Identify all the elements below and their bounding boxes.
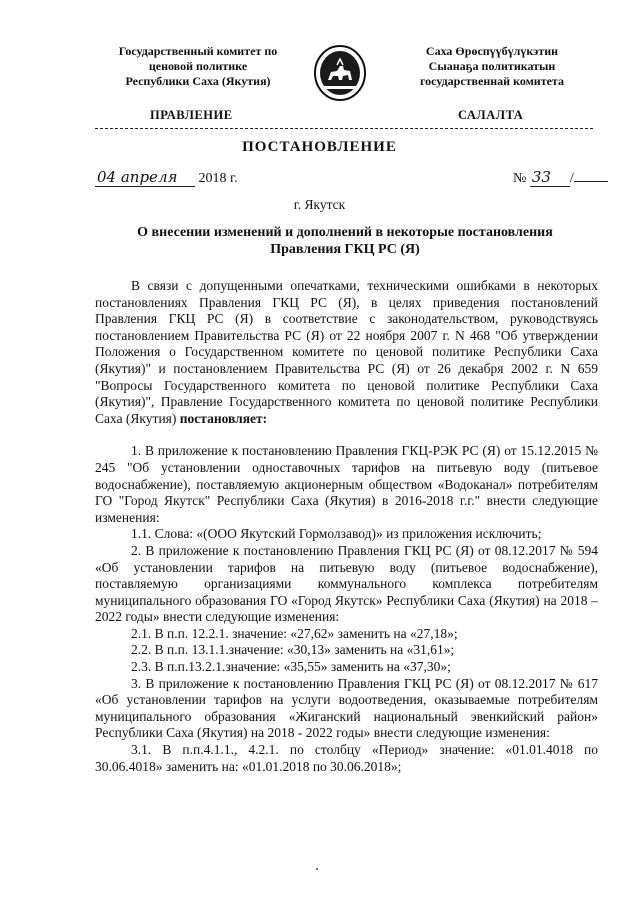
clause-paragraph: 1.1. Слова: «(ООО Якутский Гормолзавод)» из приложения исключить;	[131, 526, 542, 542]
header-left-line: Государственный комитет по	[118, 44, 278, 58]
header-right-line: Саха Өрөспүүбүлүкэтин	[425, 44, 559, 58]
clause-paragraph: 2.3. В п.п.13.2.1.значение: «35,55» заменить на «37,30»;	[131, 659, 451, 675]
header-right-line: Сыанаҕа политикатын	[428, 59, 556, 73]
board-label-ru: ПРАВЛЕНИЕ	[150, 108, 233, 122]
header-left-line: ценовой политике	[148, 59, 248, 73]
clause-paragraph: 3. В приложение к постановлению Правления ГКЦ РС (Я) от 08.12.2017 № 617 «Об установлении тарифов на услуги водоотведения, оказываемые потребителям муниципального образования «Жиганский национальный эвенкийский район» Республики Саха (Якутия) на 2018 - 2022 годы» внести следующие изменения:	[95, 675, 598, 741]
header-left-line: Республики Саха (Якутия)	[125, 74, 271, 88]
document-date	[95, 168, 238, 187]
document-type-title: ПОСТАНОВЛЕНИЕ	[242, 139, 397, 155]
heading-line: О внесении изменений и дополнений в некоторые постановления	[137, 225, 553, 240]
clause-paragraph: 1. В приложение к постановлению Правления ГКЦ-РЭК РС (Я) от 15.12.2015 № 245 "Об установлении одноставочных тарифов на питьевую воду (питьевое водоснабжение), поставляемую акционерным обществом «Водоканал» потребителям ГО "Город Якутск" Республики Саха (Якутия) в 2016-2018 г.г." внести следующие изменения:	[95, 443, 598, 525]
clause-paragraph: 2.2. В п.п. 13.1.1.значение: «30,13» заменить на «31,61»;	[131, 642, 455, 658]
number-label: №	[513, 171, 527, 186]
scan-speck	[316, 868, 318, 870]
document-heading	[95, 224, 595, 258]
handwritten-date: 04 апреля	[95, 168, 195, 187]
handwritten-number: 33	[530, 168, 570, 187]
number-tail-line	[574, 181, 608, 182]
city: г. Якутск	[293, 197, 346, 212]
header-right-line: государственнай комитета	[420, 74, 564, 88]
clause-paragraph: 2. В приложение к постановлению Правления ГКЦ РС (Я) от 08.12.2017 № 594 «Об установлении тарифов на питьевую воду (питьевое водоснабжение), поставляемую организациями коммунального комплекса потребителям муниципального образования ГО «Город Якутск» Республики Саха (Якутия) на 2018 – 2022 годы» внести следующие изменения:	[95, 542, 598, 625]
document-body	[95, 278, 598, 775]
heading-line: Правления ГКЦ РС (Я)	[270, 242, 420, 257]
preamble-paragraph	[95, 278, 598, 427]
document-number	[513, 168, 608, 187]
preamble-decree-word: постановляет:	[179, 410, 268, 426]
clause-paragraph: 3.1. В п.п.4.1.1., 4.2.1. по столбцу «Период» значение: «01.01.4018 по 30.06.4018» заменить на: «01.01.2018 по 30.06.2018»;	[95, 742, 598, 774]
header-left-org	[88, 44, 308, 89]
date-year: 2018 г.	[198, 171, 238, 186]
header-divider	[95, 128, 593, 129]
number-slash: /	[569, 171, 574, 186]
board-label-sah: САЛАЛТА	[458, 108, 524, 122]
coat-of-arms-icon	[313, 42, 367, 102]
clause-paragraph: 2.1. В п.п. 12.2.1. значение: «27,62» заменить на «27,18»;	[131, 625, 458, 641]
preamble-text: В связи с допущенными опечатками, техническими ошибками в некоторых постановлениях Правления ГКЦ РС (Я), в целях приведения постановлений Правления ГКЦ РС (Я) в соответствие с законодательством, руководствуясь постановлением Правительства РС (Я) от 22 ноября 2007 г. N 468 "Об утверждении Положения о Государственном комитете по ценовой политике Республики Саха (Якутия)" и постановлением Правительства РС (Я) от 26 декабря 2002 г. N 659 "Вопросы Государственного комитета по ценовой политике Республики Саха (Якутия)", Правление Государственного комитета по ценовой политике Республики Саха (Якутия)	[95, 278, 598, 426]
header-right-org	[382, 44, 602, 89]
